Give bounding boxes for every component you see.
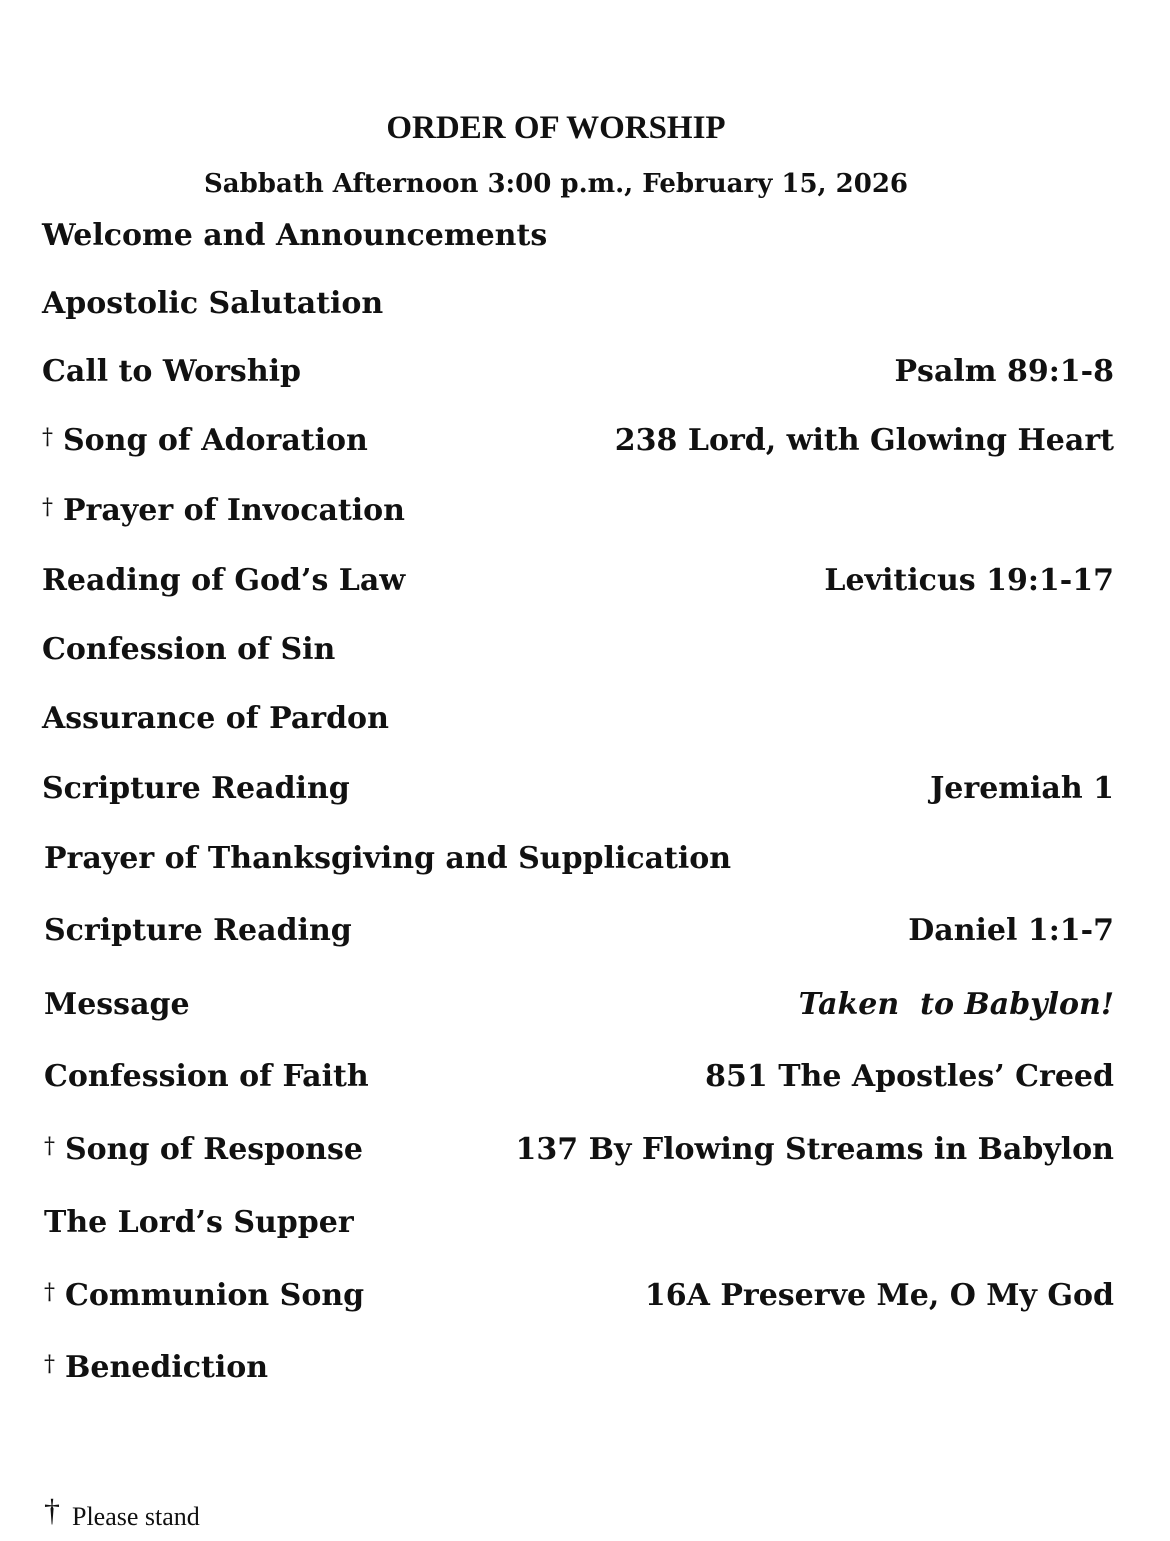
worship-item-detail: Taken to Babylon! [798,987,1114,1022]
worship-item [42,214,1114,258]
worship-item-detail: 851 The Apostles’ Creed [705,1059,1114,1094]
worship-item-label-group [42,697,389,741]
worship-item [42,559,1114,603]
worship-item-label: Benediction [65,1350,269,1385]
dagger-icon: † [44,1352,55,1377]
worship-item-label: The Lord’s Supper [44,1205,354,1240]
worship-item-label-group [44,983,190,1027]
worship-item [44,983,1114,1027]
worship-item [42,282,1114,326]
worship-item-label: Scripture Reading [42,771,350,806]
worship-item-label: Prayer of Thanksgiving and Supplication [44,841,732,876]
worship-item-label: Call to Worship [42,354,301,389]
worship-item-label-group [42,559,405,603]
worship-item-label: Confession of Sin [42,632,336,667]
worship-item [42,489,1114,533]
worship-item-label-group [44,1128,363,1175]
worship-item-label-group [44,1346,268,1393]
worship-item-label: Apostolic Salutation [42,286,384,321]
service-date-subtitle: Sabbath Afternoon 3:00 p.m., February 15, 2026 [203,169,909,199]
worship-item-label-group [44,1274,364,1321]
worship-item [42,767,1114,811]
worship-item-label: Scripture Reading [44,913,352,948]
footnote [44,1492,200,1535]
worship-item-detail: Daniel 1:1-7 [908,913,1114,948]
worship-item [44,1128,1114,1172]
worship-item-label-group [42,628,335,672]
dagger-icon: † [42,495,53,520]
dagger-icon: † [42,425,53,450]
dagger-icon: † [44,1492,60,1528]
worship-item [44,1201,1114,1245]
worship-item-detail: 16A Preserve Me, O My God [644,1278,1114,1313]
worship-item-detail: Jeremiah 1 [930,771,1114,806]
worship-item-label: Communion Song [65,1278,365,1313]
worship-item [44,837,1114,881]
worship-item [44,1055,1114,1099]
worship-item [42,350,1114,394]
worship-item [44,1274,1114,1318]
worship-item-label: Song of Adoration [63,423,368,458]
worship-item-label-group [42,282,383,326]
worship-item [42,419,1114,463]
worship-item-label-group [42,419,368,466]
worship-item-label: Prayer of Invocation [63,493,405,528]
dagger-icon: † [44,1134,55,1159]
worship-item-label: Welcome and Announcements [42,218,548,253]
dagger-icon: † [44,1280,55,1305]
worship-item-label-group [42,350,301,394]
worship-item-label: Confession of Faith [44,1059,369,1094]
worship-item-label-group [42,767,350,811]
worship-item [44,909,1114,953]
worship-item-detail: 137 By Flowing Streams in Babylon [515,1132,1114,1167]
worship-item [44,1346,1114,1390]
worship-item-detail: Leviticus 19:1-17 [824,563,1114,598]
worship-item-label: Assurance of Pardon [42,701,389,736]
worship-item-label-group [44,837,731,881]
worship-item-detail: 238 Lord, with Glowing Heart [614,423,1114,458]
worship-item-label: Message [44,987,190,1022]
worship-item-label-group [44,1201,354,1245]
worship-item-label: Reading of God’s Law [42,563,406,598]
worship-item-label: Song of Response [65,1132,363,1167]
worship-item-label-group [42,214,547,258]
page-title: ORDER OF WORSHIP [386,110,726,146]
worship-item-label-group [44,1055,369,1099]
worship-item-detail: Psalm 89:1-8 [894,354,1114,389]
worship-item-label-group [42,489,405,536]
worship-item-label-group [44,909,352,953]
footnote-text: Please stand [72,1502,200,1531]
worship-item [42,697,1114,741]
worship-item [42,628,1114,672]
